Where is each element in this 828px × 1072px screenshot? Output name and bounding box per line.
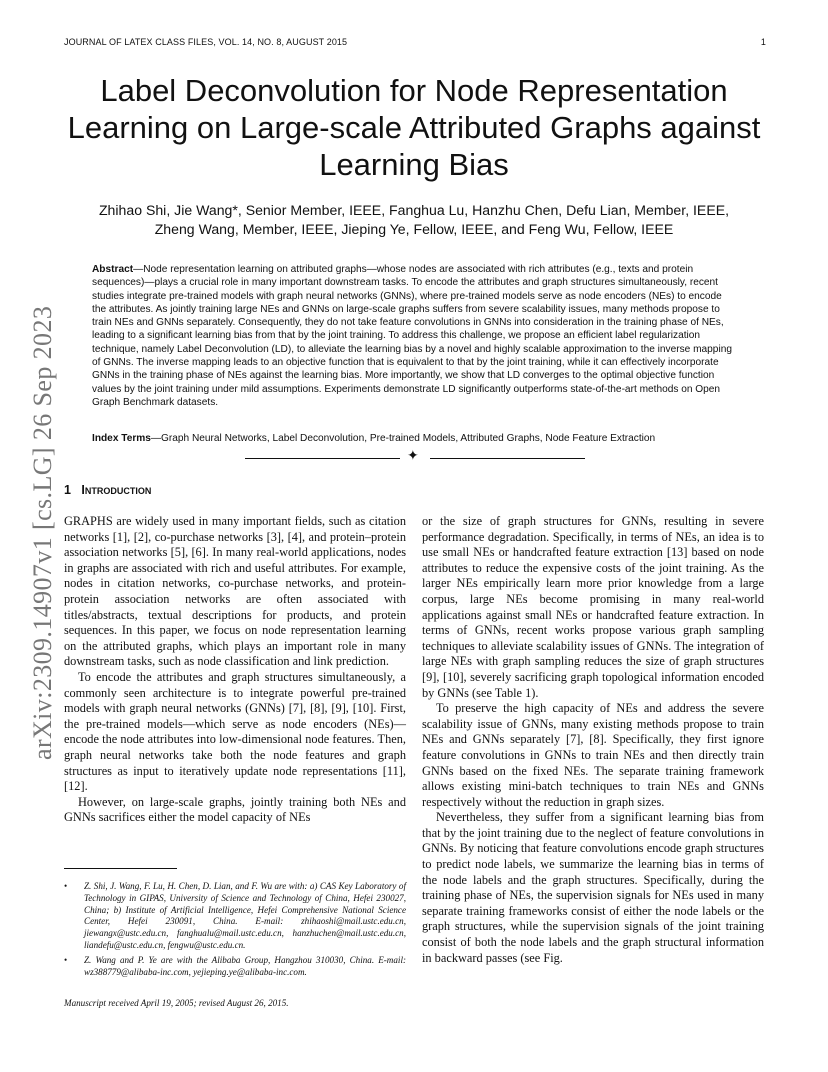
section-number: 1 xyxy=(64,483,71,497)
paper-title: Label Deconvolution for Node Representation Learning on Large-scale Attributed Graphs against Learning Bias xyxy=(67,73,761,182)
abstract-label: Abstract xyxy=(92,264,134,275)
section-divider xyxy=(245,450,585,466)
arxiv-stamp xyxy=(22,290,58,770)
running-head xyxy=(64,37,766,47)
author-list xyxy=(60,201,768,239)
journal-name: JOURNAL OF LATEX CLASS FILES, VOL. 14, NO. 8, AUGUST 2015 xyxy=(64,37,348,47)
bullet-icon: • xyxy=(64,954,68,965)
footnote-affiliation-1 xyxy=(64,881,406,952)
divider-line-right xyxy=(430,458,585,459)
index-terms xyxy=(92,432,738,445)
body-column-left xyxy=(64,514,406,826)
abstract-text: —Node representation learning on attributed graphs—whose nodes are associated with rich attributes (e.g., texts and protein sequences)—plays a crucial role in many important downstream tasks. To encode the attributes and graph structures simultaneously, recent studies integrate pre-trained models with graph neural networks (GNNs), where pre-trained models serve as node encoders (NEs) to encode the attributes. As jointly training large NEs and GNNs on large-scale graphs suffers from severe scalability issues, many methods propose to train NEs and GNNs separately. Consequently, they do not take feature convolutions in GNNs into consideration in the training phase of NEs, leading to a significant learning bias from that by the joint training. To address this challenge, we propose an efficient label regularization technique, namely Label Deconvolution (LD), to alleviate the learning bias by a novel and highly scalable approximation to the inverse mapping of GNNs. The inverse mapping leads to an objective function that is equivalent to that by the joint training, while it can effectively incorporate GNNs in the training phase of NEs against the learning bias. More importantly, we show that LD converges to the optimal objective function values by the joint training under mild assumptions. Experiments demonstrate LD significantly outperforms state-of-the-art methods on Open Graph Benchmark datasets. xyxy=(92,264,732,408)
bullet-icon: • xyxy=(64,881,68,891)
diamond-ornament-icon: ✦ xyxy=(407,449,419,464)
footnote-rule xyxy=(64,868,177,869)
manuscript-note: Manuscript received April 19, 2005; revised August 26, 2015. xyxy=(64,998,289,1008)
abstract xyxy=(92,263,738,409)
index-terms-text: —Graph Neural Networks, Label Deconvolution, Pre-trained Models, Attributed Graphs, Node Feature Extraction xyxy=(150,433,656,444)
paragraph: Nevertheless, they suffer from a significant learning bias from that by the joint training due to the neglect of feature convolutions in GNNs. By noticing that feature convolutions encode graph structures to predict node labels, we summarize the learning bias in terms of the node labels and the graph structures. Specifically, during the training phase of NEs, the supervision signals for NEs used in many separate training frameworks consist of either the node labels or the graph structures, while the supervision signals of the joint training consist of both the node labels and the graph structural information in backward passes (see Fig. xyxy=(422,810,764,965)
paragraph: GRAPHS are widely used in many important fields, such as citation networks [1], [2], co-purchase networks [3], [4], and protein–protein association networks [5], [6]. In many real-world applications, nodes in graphs are associated with rich and useful attributes. For example, nodes in citation networks, co-purchase networks, and protein-protein association networks are often associated with titles/abstracts, textual descriptions for products, and protein sequences. In this paper, we focus on node representation learning on the attributed graphs, which plays an important role in many downstream tasks, such as node classification and link prediction. xyxy=(64,514,406,669)
paragraph: To preserve the high capacity of NEs and address the severe scalability issue of GNNs, many existing methods propose to train NEs and GNNs separately [7], [8]. Specifically, they first ignore feature convolutions in GNNs to train NEs and then directly train GNNs based on the fixed NEs. The separate training framework allows existing mini-batch techniques to train NEs and GNNs respectively without the reduction in graph sizes. xyxy=(422,701,764,809)
body-column-right xyxy=(422,514,764,966)
author-line-1: Zhihao Shi, Jie Wang*, Senior Member, IEEE, Fanghua Lu, Hanzhu Chen, Defu Lian, Member, IEEE, xyxy=(98,202,730,218)
footnotes xyxy=(64,881,406,981)
footnote-affiliation-2 xyxy=(64,955,406,979)
section-heading xyxy=(64,483,151,497)
index-terms-label: Index Terms xyxy=(92,433,151,444)
footnote-text: Z. Shi, J. Wang, F. Lu, H. Chen, D. Lian, and F. Wu are with: a) CAS Key Laboratory of Technology in GIPAS, University of Science and Technology of China, Hefei 230027, China; b) Institute of Artificial Intelligence, Hefei Comprehensive National Science Center, Hefei 230091, China. E-mail: zhihaoshi@mail.ustc.edu.cn, jiewangx@ustc.edu.cn, fanghualu@mail.ustc.edu.cn, hanzhuchen@mail.ustc.edu.cn, liandefu@ustc.edu.cn, fengwu@ustc.edu.cn. xyxy=(84,881,406,950)
section-title: Introduction xyxy=(81,483,152,497)
paragraph: However, on large-scale graphs, jointly training both NEs and GNNs sacrifices either the model capacity of NEs xyxy=(64,794,406,825)
paragraph: or the size of graph structures for GNNs, resulting in severe performance degradation. Specifically, in terms of NEs, an idea is to use small NEs or handcrafted feature extraction [13] based on node attributes to reduce the expensive costs of the joint training. As the larger NEs empirically learn more prior knowledge from a large corpus, large NEs become promising in many real-world applications against small NEs or handcrafted feature extraction. In terms of GNNs, recent works propose various graph sampling techniques to alleviate scalability issues of GNNs. The integration of large NEs with graph sampling reduces the size of graph structures [9], [10], severely sacrificing graph topological information encoded by GNNs (see Table 1). xyxy=(422,514,764,700)
arxiv-identifier: arXiv:2309.14907v1 [cs.LG] 26 Sep 2023 xyxy=(28,305,57,760)
footnote-text: Z. Wang and P. Ye are with the Alibaba Group, Hangzhou 310030, China. E-mail: wz388779@alibaba-inc.com, yejieping.ye@alibaba-inc.com. xyxy=(84,954,406,977)
author-line-2: Zheng Wang, Member, IEEE, Jieping Ye, Fellow, IEEE, and Feng Wu, Fellow, IEEE xyxy=(154,221,674,237)
paragraph: To encode the attributes and graph structures simultaneously, a commonly seen architecture is to integrate powerful pre-trained models with graph neural networks (GNNs) [7], [8], [9], [10]. First, the pre-trained models—which serve as node encoders (NEs)—encode the node attributes into low-dimensional node features. Then, graph neural networks take both the node features and graph structures as input to iteratively update node representations [11], [12]. xyxy=(64,669,406,794)
divider-line-left xyxy=(245,458,400,459)
page-number: 1 xyxy=(760,37,766,47)
